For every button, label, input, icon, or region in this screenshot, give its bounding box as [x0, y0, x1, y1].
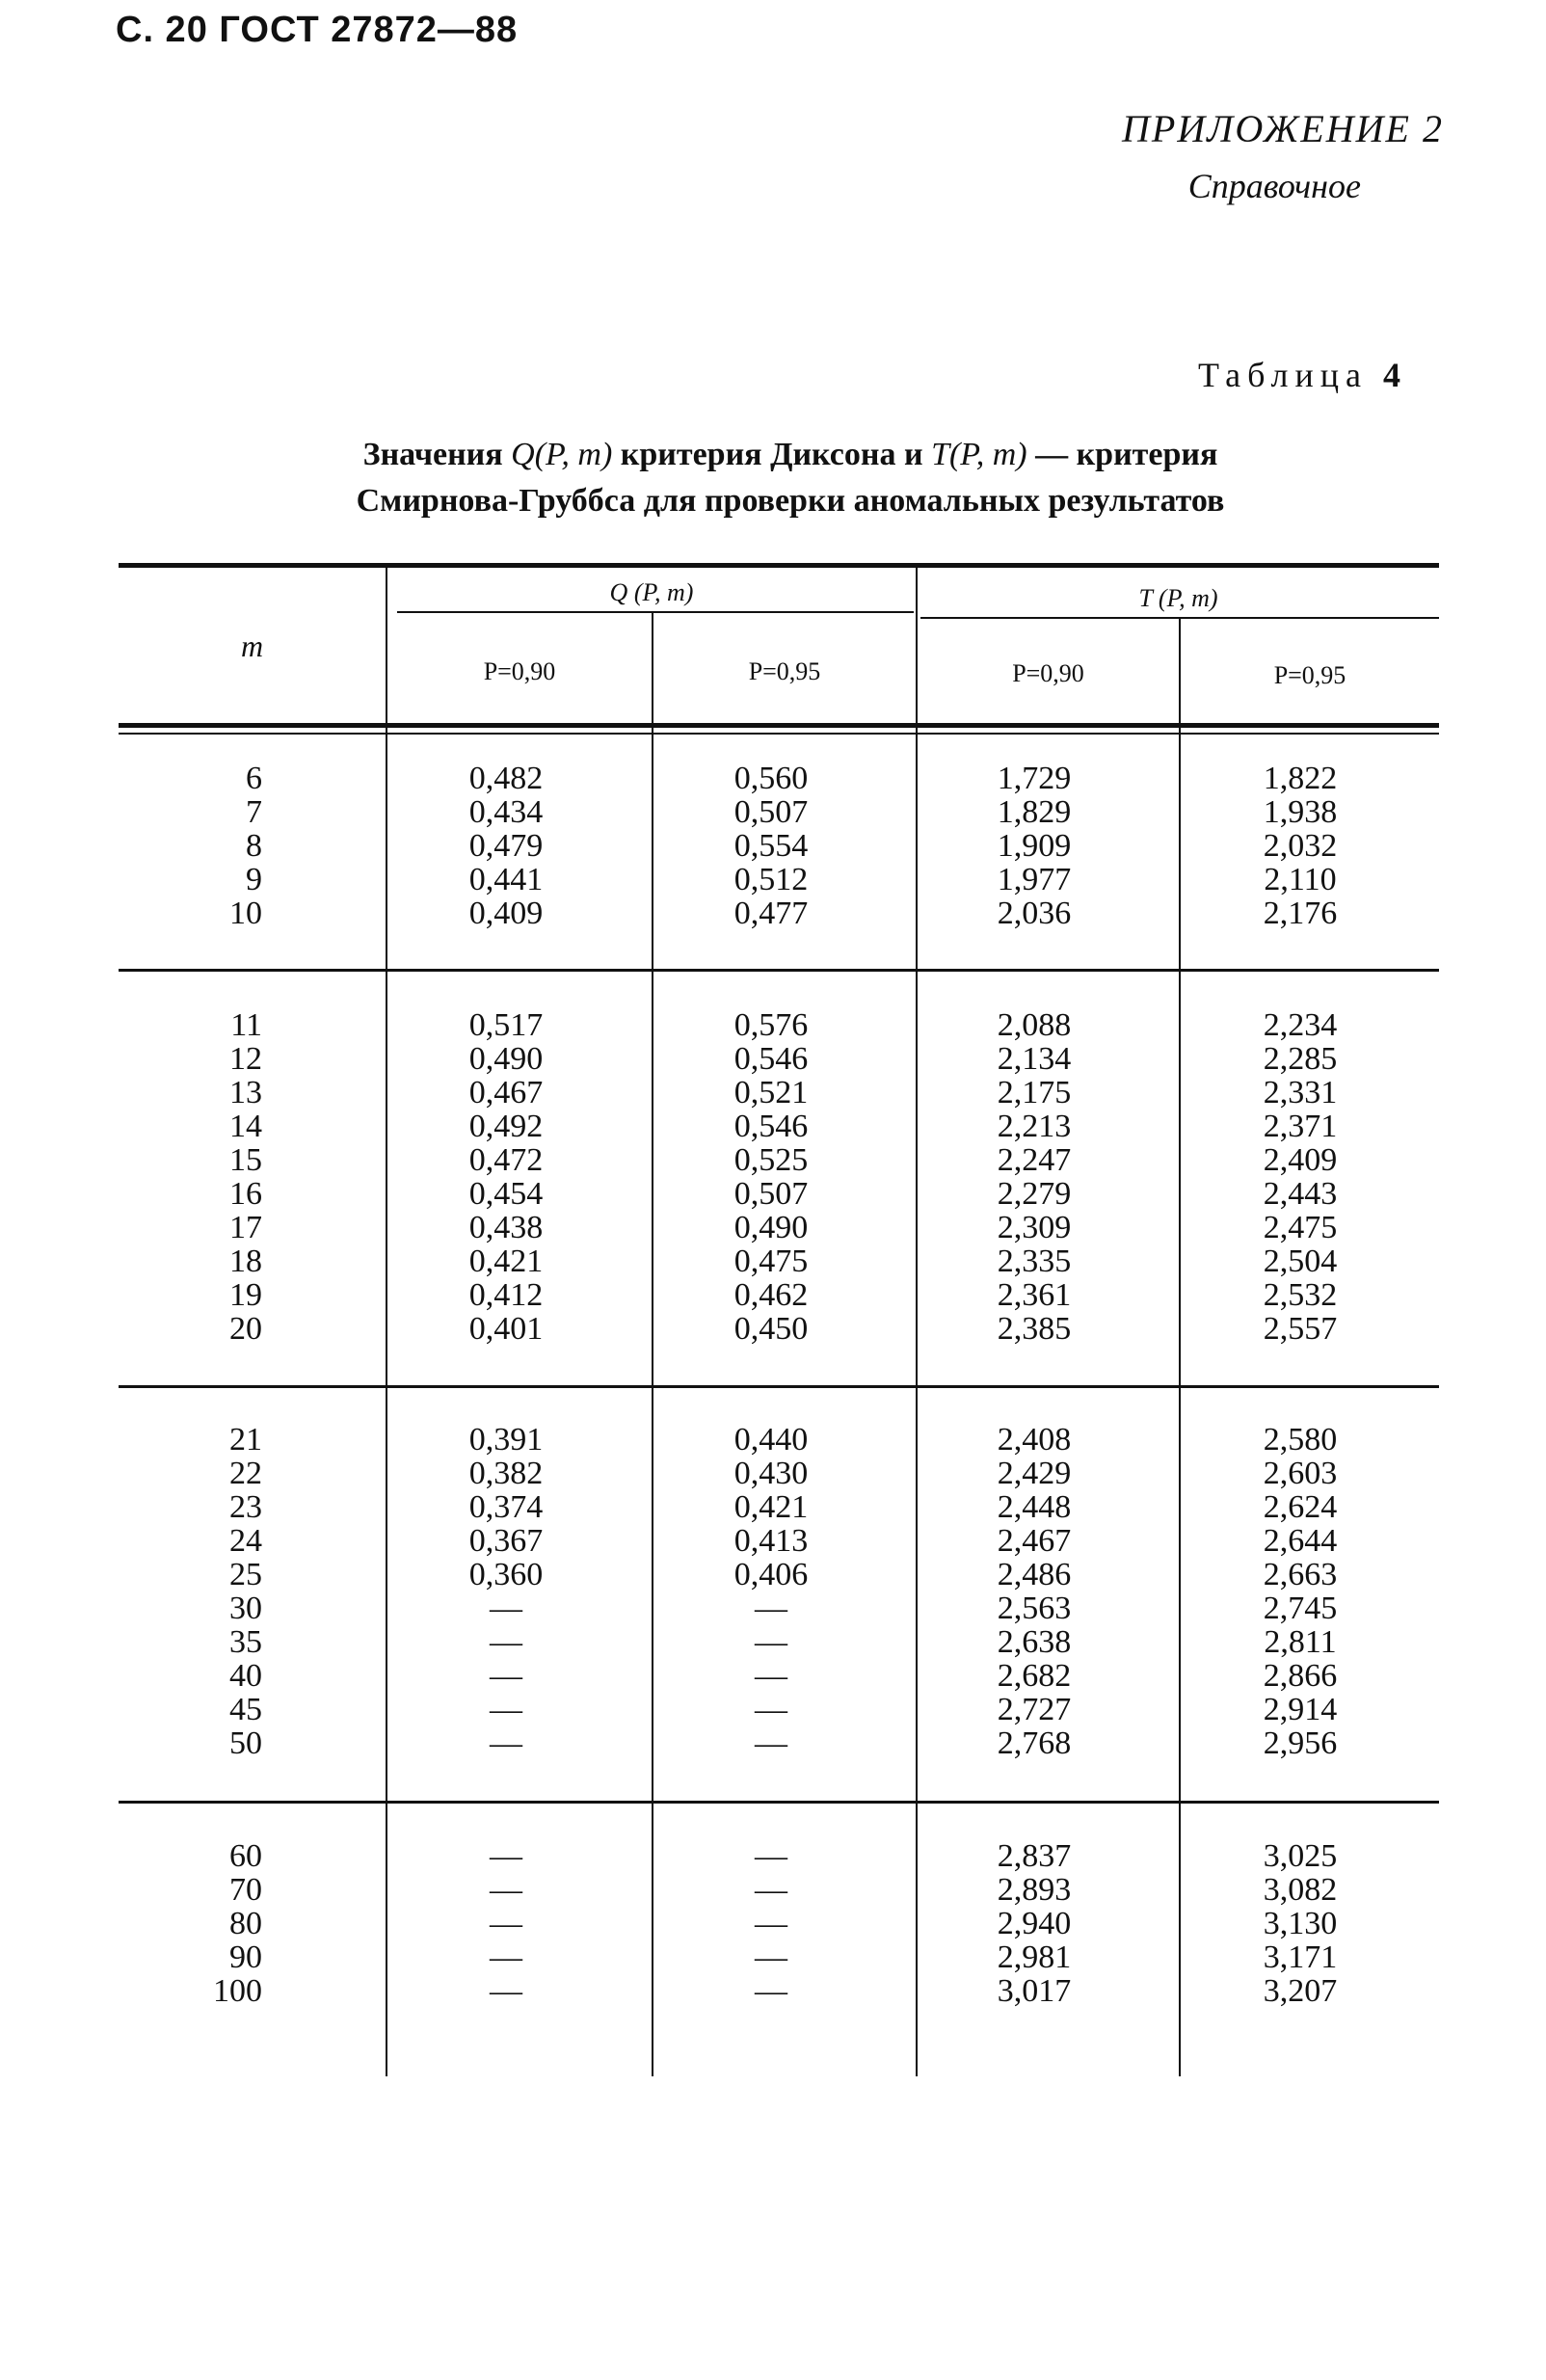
group-divider-2 [119, 1385, 1439, 1388]
table-cell: 2,371 [1263, 1109, 1338, 1144]
table-cell: 2,247 [997, 1142, 1072, 1178]
table-cell: 0,412 [468, 1277, 544, 1313]
table-cell: 2,331 [1263, 1075, 1338, 1110]
table-cell: 2,981 [997, 1939, 1072, 1975]
table-cell: 12 [229, 1041, 262, 1077]
table-cell: 2,467 [997, 1523, 1072, 1559]
table-cell: 0,507 [733, 1176, 809, 1212]
table-cell: 1,977 [997, 862, 1072, 897]
group-4-t095-column [1233, 1839, 1368, 2008]
table-cell: 13 [229, 1075, 262, 1110]
table-cell: 0,507 [733, 794, 809, 830]
table-cell: 0,554 [733, 828, 809, 864]
table-cell: 2,866 [1263, 1658, 1338, 1694]
table-cell: 1,729 [997, 761, 1072, 796]
table-cell: 16 [229, 1176, 262, 1212]
table-cell: — [490, 1906, 522, 1941]
group-1-q090-column [439, 762, 573, 930]
table-cell: 45 [229, 1692, 262, 1727]
header-q-095: P=0,95 [748, 657, 821, 685]
group-3-m-column [147, 1423, 262, 1760]
table-cell: 3,082 [1263, 1872, 1338, 1908]
table-cell: 2,644 [1263, 1523, 1338, 1559]
table-cell: 2,914 [1263, 1692, 1338, 1727]
table-cell: 100 [213, 1973, 262, 2009]
group-1-m-column [147, 762, 262, 930]
table-cell: 2,837 [997, 1838, 1072, 1874]
table-cell: — [755, 1624, 787, 1660]
table-cell: 0,409 [468, 896, 544, 931]
table-cell: — [755, 1692, 787, 1727]
table-cell: 23 [229, 1489, 262, 1525]
table-cell: 3,207 [1263, 1973, 1338, 2009]
table-cell: 1,909 [997, 828, 1072, 864]
table-cell: 2,745 [1263, 1591, 1338, 1626]
table-cell: 2,940 [997, 1906, 1072, 1941]
header-m: m [240, 628, 264, 663]
table-cell: 50 [229, 1725, 262, 1761]
table-cell: 2,448 [997, 1489, 1072, 1525]
group-3-t090-column [967, 1423, 1102, 1760]
table-cell: 80 [229, 1906, 262, 1941]
table-cell: 2,213 [997, 1109, 1072, 1144]
table-cell: 0,421 [468, 1243, 544, 1279]
table-num-value: 4 [1383, 356, 1407, 394]
table-top-rule [119, 563, 1439, 568]
group-4-t090-column [967, 1839, 1102, 2008]
table-cell: 9 [246, 862, 262, 897]
group-2-m-column [147, 1008, 262, 1346]
col-divider-2 [652, 613, 653, 2076]
table-cell: 0,546 [733, 1109, 809, 1144]
table-cell: 2,486 [997, 1557, 1072, 1592]
q-header-rule [397, 611, 914, 613]
header-bottom-rule-2 [119, 733, 1439, 735]
table-cell: 2,727 [997, 1692, 1072, 1727]
table-word: Таблица [1198, 356, 1368, 394]
table-cell: 2,504 [1263, 1243, 1338, 1279]
table-cell: 3,025 [1263, 1838, 1338, 1874]
table-cell: — [755, 1906, 787, 1941]
table-cell: 0,413 [733, 1523, 809, 1559]
table-cell: 2,134 [997, 1041, 1072, 1077]
table-cell: 2,893 [997, 1872, 1072, 1908]
table-cell: 10 [229, 896, 262, 931]
table-cell: 2,285 [1263, 1041, 1338, 1077]
caption-part2: критерия Диксона и [620, 437, 923, 472]
table-cell: 0,490 [733, 1210, 809, 1245]
table-cell: — [490, 1872, 522, 1908]
header-t-095: P=0,95 [1273, 661, 1346, 689]
table-cell: 2,557 [1263, 1311, 1338, 1347]
col-divider-4 [1179, 619, 1181, 2076]
table-cell: 2,309 [997, 1210, 1072, 1245]
table-cell: 0,438 [468, 1210, 544, 1245]
group-4-q095-column [704, 1839, 839, 2008]
table-cell: — [755, 1973, 787, 2009]
table-cell: 2,956 [1263, 1725, 1338, 1761]
table-cell: 0,367 [468, 1523, 544, 1559]
table-cell: 2,234 [1263, 1007, 1338, 1043]
table-cell: — [490, 1692, 522, 1727]
table-cell: 2,580 [1263, 1422, 1338, 1457]
table-cell: 0,454 [468, 1176, 544, 1212]
group-divider-3 [119, 1801, 1439, 1804]
appendix-title: ПРИЛОЖЕНИЕ 2 [1122, 107, 1444, 150]
group-3-q090-column [439, 1423, 573, 1760]
group-2-q095-column [704, 1008, 839, 1346]
table-cell: 0,374 [468, 1489, 544, 1525]
table-cell: 2,475 [1263, 1210, 1338, 1245]
table-cell: 0,546 [733, 1041, 809, 1077]
table-cell: 14 [229, 1109, 262, 1144]
table-cell: 2,175 [997, 1075, 1072, 1110]
table-cell: 20 [229, 1311, 262, 1347]
table-cell: 0,391 [468, 1422, 544, 1457]
caption-t-symbol: T(P, m) [931, 437, 1027, 472]
table-cell: 25 [229, 1557, 262, 1592]
group-4-q090-column [439, 1839, 573, 2008]
table-cell: 0,421 [733, 1489, 809, 1525]
table-cell: 0,462 [733, 1277, 809, 1313]
table-cell: 0,517 [468, 1007, 544, 1043]
table-cell: 0,492 [468, 1109, 544, 1144]
group-2-t095-column [1233, 1008, 1368, 1346]
caption-line-2: Смирнова-Груббса для проверки аномальных результатов [356, 483, 1225, 519]
table-cell: 2,563 [997, 1591, 1072, 1626]
table-cell: 17 [229, 1210, 262, 1245]
table-cell: 2,409 [1263, 1142, 1338, 1178]
table-cell: 0,401 [468, 1311, 544, 1347]
table-cell: 0,472 [468, 1142, 544, 1178]
table-cell: 0,576 [733, 1007, 809, 1043]
group-1-t090-column [967, 762, 1102, 930]
table-cell: 0,482 [468, 761, 544, 796]
table-cell: 2,638 [997, 1624, 1072, 1660]
group-3-t095-column [1233, 1423, 1368, 1760]
table-cell: — [490, 1725, 522, 1761]
table-cell: 2,429 [997, 1456, 1072, 1491]
group-1-t095-column [1233, 762, 1368, 930]
col-divider-1 [386, 567, 387, 2076]
table-cell: 2,768 [997, 1725, 1072, 1761]
table-cell: 2,603 [1263, 1456, 1338, 1491]
table-cell: — [755, 1725, 787, 1761]
table-cell: 3,130 [1263, 1906, 1338, 1941]
table-cell: 15 [229, 1142, 262, 1178]
table-cell: — [490, 1939, 522, 1975]
table-cell: 2,036 [997, 896, 1072, 931]
group-1-q095-column [704, 762, 839, 930]
table-cell: 0,525 [733, 1142, 809, 1178]
table-cell: 90 [229, 1939, 262, 1975]
table-cell: 2,385 [997, 1311, 1072, 1347]
table-cell: — [490, 1838, 522, 1874]
group-3-q095-column [704, 1423, 839, 1760]
table-cell: 8 [246, 828, 262, 864]
table-cell: 0,360 [468, 1557, 544, 1592]
table-cell: 0,440 [733, 1422, 809, 1457]
table-cell: 2,663 [1263, 1557, 1338, 1592]
table-cell: 2,532 [1263, 1277, 1338, 1313]
header-t-090: P=0,90 [1012, 659, 1084, 687]
caption-q-symbol: Q(P, m) [511, 437, 613, 472]
caption-part3: — критерия [1035, 437, 1218, 472]
table-cell: 1,829 [997, 794, 1072, 830]
table-cell: 2,408 [997, 1422, 1072, 1457]
table-cell: 0,382 [468, 1456, 544, 1491]
table-cell: 0,477 [733, 896, 809, 931]
header-q-group: Q (P, m) [609, 578, 694, 606]
table-cell: 22 [229, 1456, 262, 1491]
col-divider-3 [916, 567, 918, 2076]
table-cell: 2,682 [997, 1658, 1072, 1694]
table-cell: 1,822 [1263, 761, 1338, 796]
table-cell: 40 [229, 1658, 262, 1694]
table-cell: 3,017 [997, 1973, 1072, 2009]
table-cell: 6 [246, 761, 262, 796]
table-cell: 0,479 [468, 828, 544, 864]
table-cell: 70 [229, 1872, 262, 1908]
group-2-q090-column [439, 1008, 573, 1346]
table-cell: 60 [229, 1838, 262, 1874]
table-cell: 2,624 [1263, 1489, 1338, 1525]
table-cell: 0,441 [468, 862, 544, 897]
table-cell: 0,434 [468, 794, 544, 830]
table-cell: — [490, 1591, 522, 1626]
table-cell: 0,450 [733, 1311, 809, 1347]
group-4-m-column [147, 1839, 262, 2008]
table-cell: — [755, 1591, 787, 1626]
table-cell: 21 [229, 1422, 262, 1457]
table-cell: 11 [230, 1007, 262, 1043]
table-cell: 2,335 [997, 1243, 1072, 1279]
table-cell: — [755, 1939, 787, 1975]
table-cell: 2,032 [1263, 828, 1338, 864]
page-header: С. 20 ГОСТ 27872—88 [116, 10, 519, 50]
table-cell: 0,512 [733, 862, 809, 897]
table-cell: 18 [229, 1243, 262, 1279]
table-cell: 3,171 [1263, 1939, 1338, 1975]
table-cell: 0,475 [733, 1243, 809, 1279]
table-cell: 2,811 [1264, 1624, 1337, 1660]
table-cell: 2,279 [997, 1176, 1072, 1212]
table-cell: 0,406 [733, 1557, 809, 1592]
header-bottom-rule [119, 723, 1439, 728]
table-cell: 0,467 [468, 1075, 544, 1110]
table-cell: 2,361 [997, 1277, 1072, 1313]
table-cell: — [490, 1973, 522, 2009]
group-divider-1 [119, 969, 1439, 972]
table-cell: 2,110 [1264, 862, 1337, 897]
table-cell: 0,490 [468, 1041, 544, 1077]
table-cell: 7 [246, 794, 262, 830]
table-cell: 0,521 [733, 1075, 809, 1110]
table-cell: 2,443 [1263, 1176, 1338, 1212]
table-cell: 2,176 [1263, 896, 1338, 931]
header-q-090: P=0,90 [483, 657, 556, 685]
table-cell: 19 [229, 1277, 262, 1313]
table-cell: 0,430 [733, 1456, 809, 1491]
table-cell: 0,560 [733, 761, 809, 796]
table-cell: 30 [229, 1591, 262, 1626]
table-cell: 24 [229, 1523, 262, 1559]
table-cell: — [755, 1838, 787, 1874]
table-cell: — [490, 1624, 522, 1660]
group-2-t090-column [967, 1008, 1102, 1346]
header-t-group: T (P, m) [1138, 584, 1218, 612]
table-cell: 1,938 [1263, 794, 1338, 830]
table-cell: 35 [229, 1624, 262, 1660]
table-cell: 2,088 [997, 1007, 1072, 1043]
table-cell: — [490, 1658, 522, 1694]
appendix-subtitle: Справочное [1187, 167, 1361, 205]
caption-part1: Значения [362, 437, 503, 472]
table-cell: — [755, 1872, 787, 1908]
table-cell: — [755, 1658, 787, 1694]
